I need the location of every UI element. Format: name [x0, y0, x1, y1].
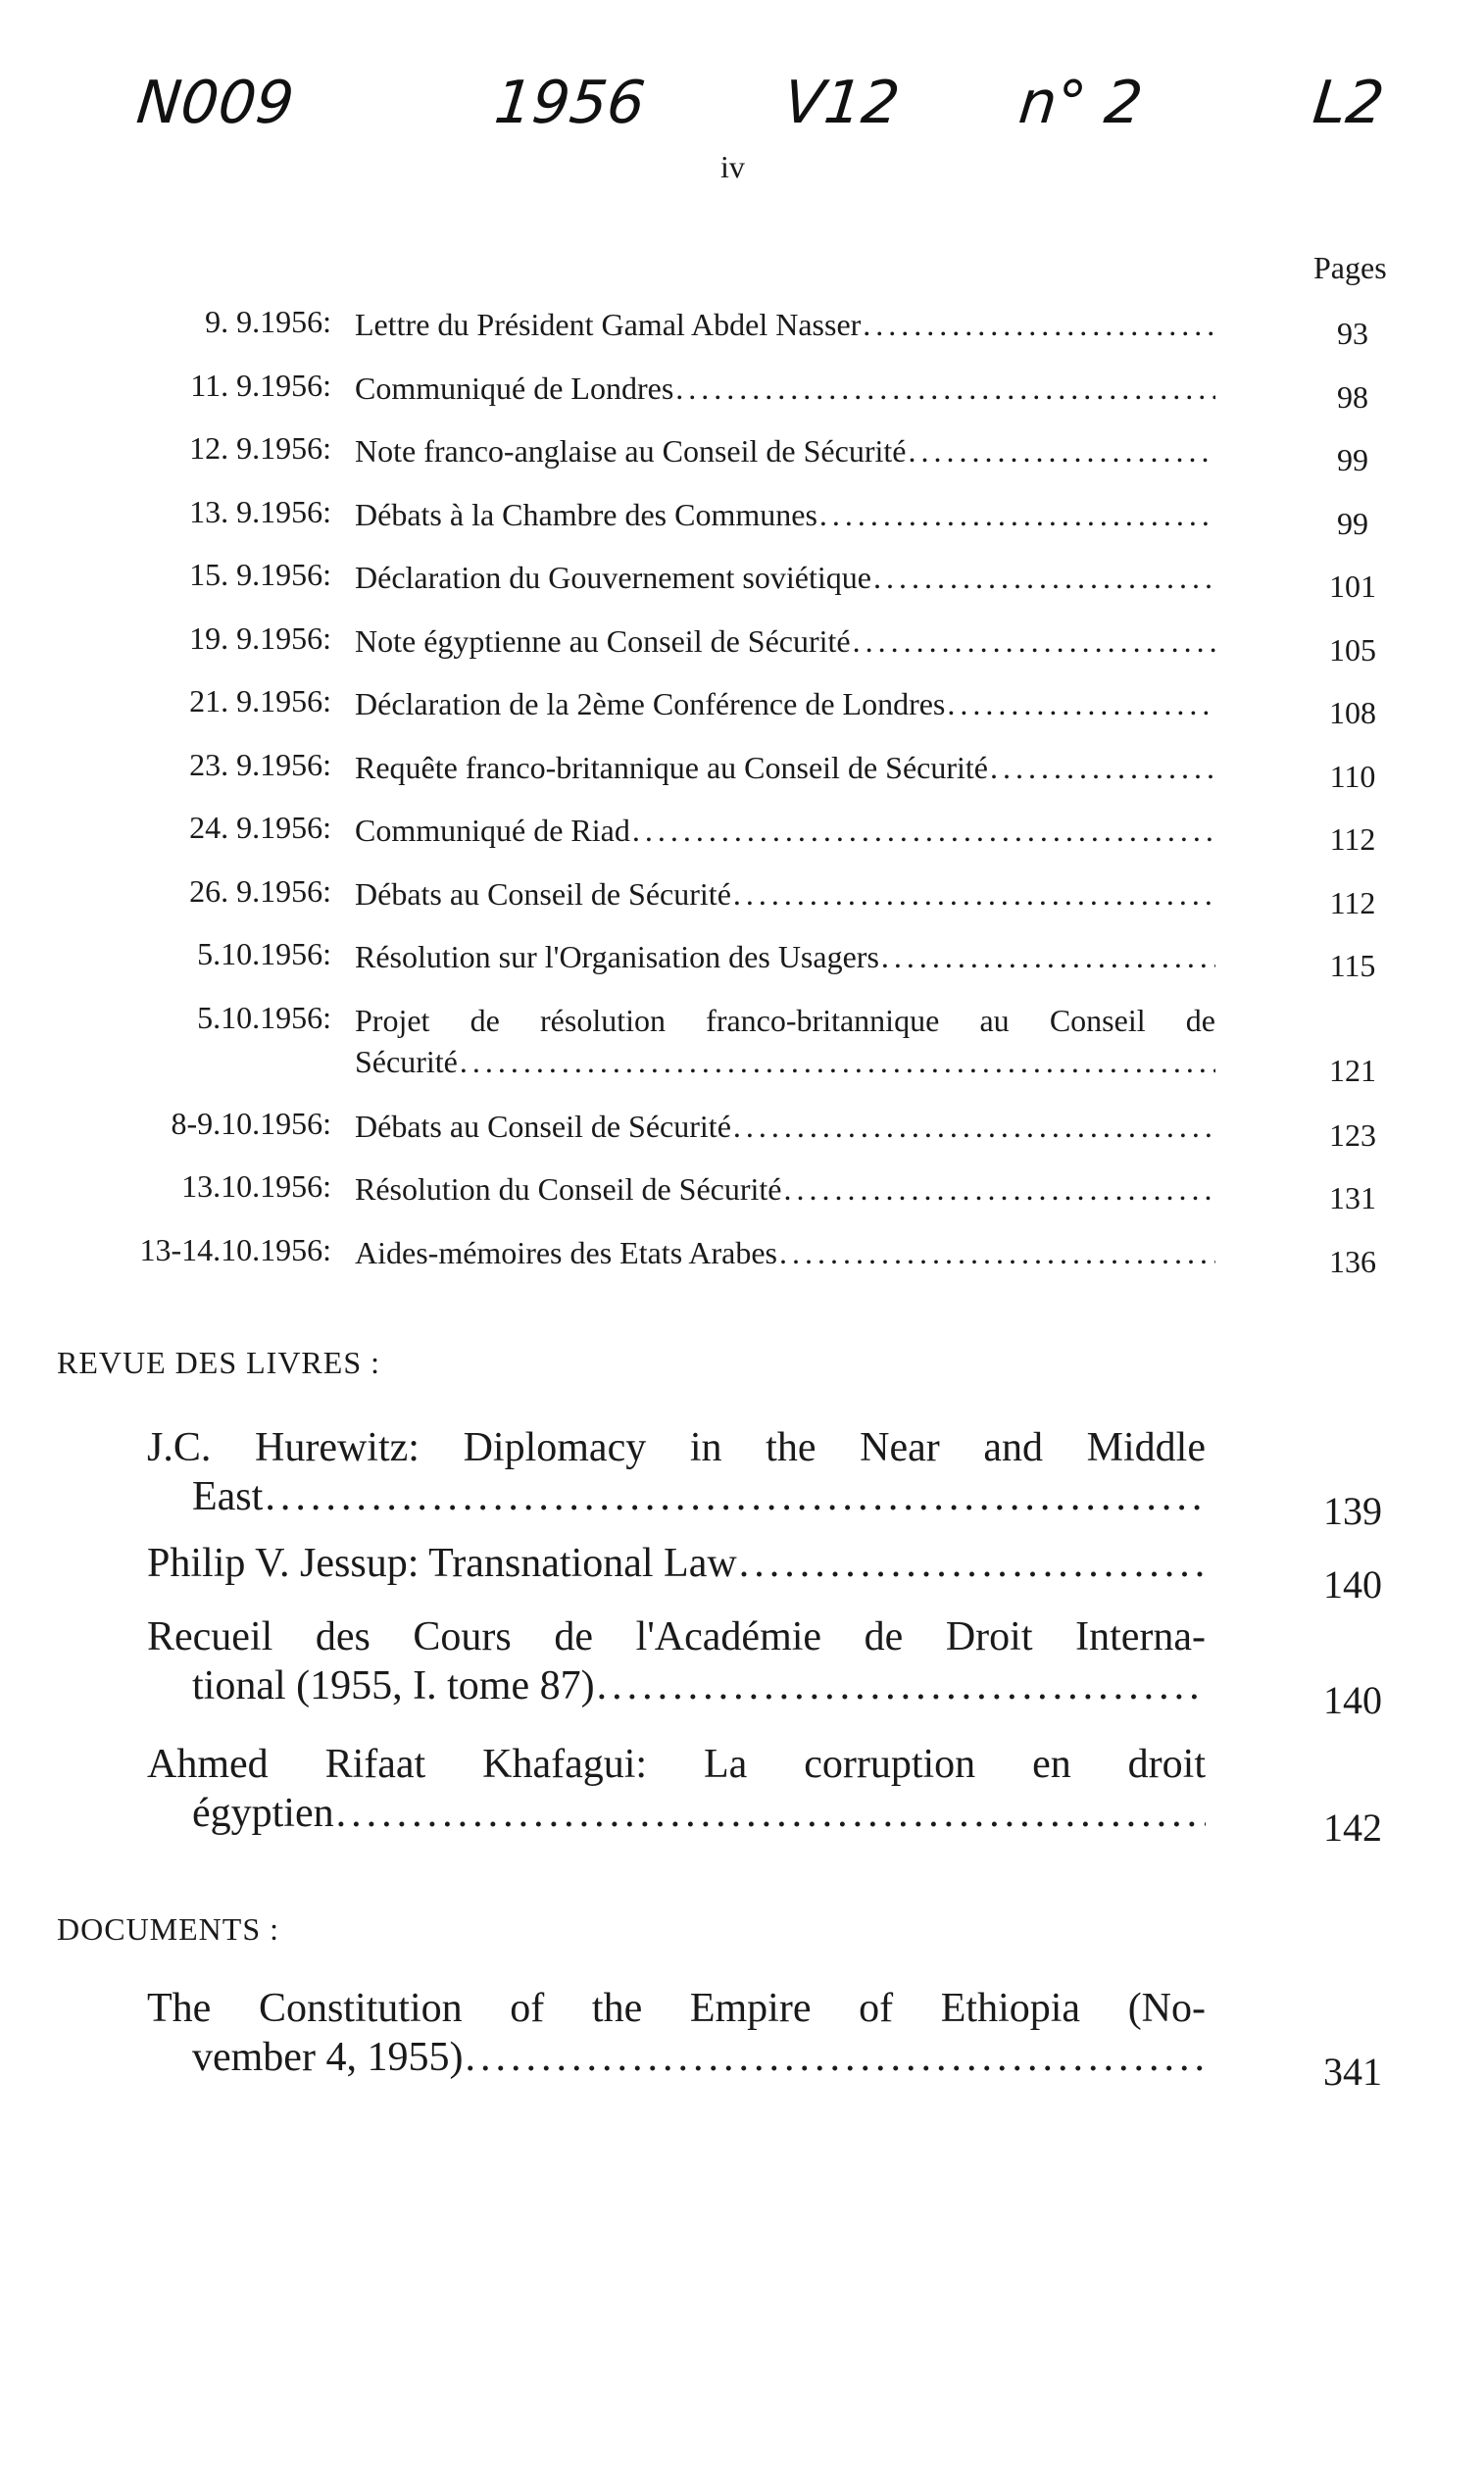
table-of-contents [0, 294, 1484, 1285]
entry-title-line: Projet de résolution franco-britannique au Conseil de [355, 1002, 1215, 1038]
entry-title: Communiqué de Londres ..... [355, 368, 1215, 409]
review-page: 140 [1323, 1678, 1382, 1722]
entry-title: Résolution sur l'Organisation des Usagers ..... [355, 936, 1215, 977]
entry-date: 5.10.1956: [197, 936, 331, 971]
entry-page: 131 [1329, 1180, 1376, 1215]
entry-page: 98 [1337, 378, 1368, 415]
toc-entry [0, 990, 1484, 1096]
document-entry [147, 1984, 1382, 2094]
entry-date: 12. 9.1956: [189, 430, 331, 466]
entry-page: 123 [1329, 1116, 1376, 1153]
review-title-line: tional (1955, I. tome 87) ..... [147, 1661, 1206, 1710]
entry-title: Résolution du Conseil de Sécurité ..... [355, 1168, 1215, 1210]
entry-title: Débats au Conseil de Sécurité ..... [355, 1106, 1215, 1147]
review-title-line: Philip V. Jessup: Transnational Law ..... [147, 1539, 1206, 1588]
entry-title: Aides-mémoires des Etats Arabes ..... [355, 1232, 1215, 1273]
entry-date: 13.10.1956: [181, 1168, 331, 1204]
documents-section-heading: DOCUMENTS : [57, 1911, 280, 1947]
toc-entry [0, 1159, 1484, 1222]
reviews-section-heading: REVUE DES LIVRES : [57, 1345, 380, 1380]
entry-date: 24. 9.1956: [189, 810, 331, 845]
review-title-line: J.C. Hurewitz: Diplomacy in the Near and Middle [147, 1425, 1206, 1470]
entry-date: 15. 9.1956: [189, 557, 331, 592]
review-entry [147, 1539, 1382, 1607]
entry-page: 99 [1337, 442, 1368, 477]
review-entry [147, 1423, 1382, 1533]
entry-date: 11. 9.1956: [190, 367, 331, 403]
entry-page: 93 [1337, 316, 1368, 351]
toc-entry [0, 611, 1484, 674]
entry-page: 136 [1329, 1243, 1376, 1279]
entry-date: 9. 9.1956: [205, 304, 331, 339]
review-page: 139 [1323, 1489, 1382, 1533]
entry-page: 101 [1329, 569, 1376, 604]
entry-page: 99 [1337, 505, 1368, 541]
review-title-line: Ahmed Rifaat Khafagui: La corruption en droit [147, 1742, 1206, 1787]
handwritten-annotation-year: 1956 [491, 69, 649, 137]
handwritten-annotation-id: N009 [133, 69, 298, 137]
review-page: 142 [1323, 1806, 1382, 1850]
toc-entry [0, 737, 1484, 801]
entry-title: Déclaration du Gouvernement soviétique ..... [355, 557, 1215, 598]
entry-date: 13-14.10.1956: [139, 1231, 331, 1267]
entry-page: 112 [1329, 821, 1376, 857]
entry-title-line: Sécurité ..... [355, 1041, 1215, 1082]
entry-page: 105 [1329, 631, 1376, 668]
page-number: iv [720, 149, 745, 184]
document-title-line: vember 4, 1955) ..... [147, 2033, 1206, 2082]
entry-title: Requête franco-britannique au Conseil de Sécurité ..... [355, 747, 1215, 788]
entry-date: 8-9.10.1956: [171, 1105, 331, 1141]
handwritten-annotation-number: n° 2 [1015, 69, 1146, 137]
entry-title [355, 1000, 1215, 1082]
handwritten-annotation-code: L2 [1310, 69, 1388, 137]
entry-date: 19. 9.1956: [189, 619, 331, 656]
entry-date: 26. 9.1956: [189, 872, 331, 909]
review-entry [147, 1612, 1382, 1722]
handwritten-annotation-volume: V12 [780, 69, 904, 137]
entry-title: Débats à la Chambre des Communes ..... [355, 494, 1215, 535]
entry-title: Déclaration de la 2ème Conférence de Londres ..... [355, 683, 1215, 724]
entry-title: Note égyptienne au Conseil de Sécurité ..... [355, 620, 1215, 662]
review-page: 140 [1323, 1562, 1382, 1607]
entry-date: 21. 9.1956: [189, 683, 331, 718]
toc-entry [0, 484, 1484, 548]
entry-date: 13. 9.1956: [189, 493, 331, 529]
toc-entry [0, 421, 1484, 484]
entry-page: 115 [1329, 948, 1376, 983]
toc-entry [0, 800, 1484, 864]
review-title-line: Recueil des Cours de l'Académie de Droit Interna- [147, 1614, 1206, 1659]
document-page: 341 [1323, 2050, 1382, 2094]
entry-title: Communiqué de Riad ..... [355, 810, 1215, 851]
entry-title: Débats au Conseil de Sécurité ..... [355, 873, 1215, 915]
toc-entry [0, 358, 1484, 421]
review-title-line: East ..... [147, 1472, 1206, 1521]
entry-title: Note franco-anglaise au Conseil de Sécurité ..... [355, 430, 1215, 471]
entry-page: 112 [1329, 884, 1376, 920]
toc-entry [0, 547, 1484, 611]
entry-date: 5.10.1956: [197, 999, 331, 1035]
toc-entry [0, 864, 1484, 927]
review-title-line: égyptien ..... [147, 1789, 1206, 1838]
toc-entry [0, 926, 1484, 990]
review-entry [147, 1740, 1382, 1850]
entry-date: 23. 9.1956: [189, 746, 331, 782]
toc-entry [0, 673, 1484, 737]
pages-column-header: Pages [1313, 250, 1387, 285]
entry-page: 108 [1329, 695, 1376, 730]
entry-title: Lettre du Président Gamal Abdel Nasser ..... [355, 304, 1215, 345]
toc-entry [0, 1222, 1484, 1286]
entry-page: 110 [1329, 758, 1376, 794]
toc-entry [0, 1096, 1484, 1160]
entry-page: 121 [1329, 1052, 1376, 1088]
toc-entry [0, 294, 1484, 358]
document-title-line: The Constitution of the Empire of Ethiopia (No- [147, 1986, 1206, 2031]
